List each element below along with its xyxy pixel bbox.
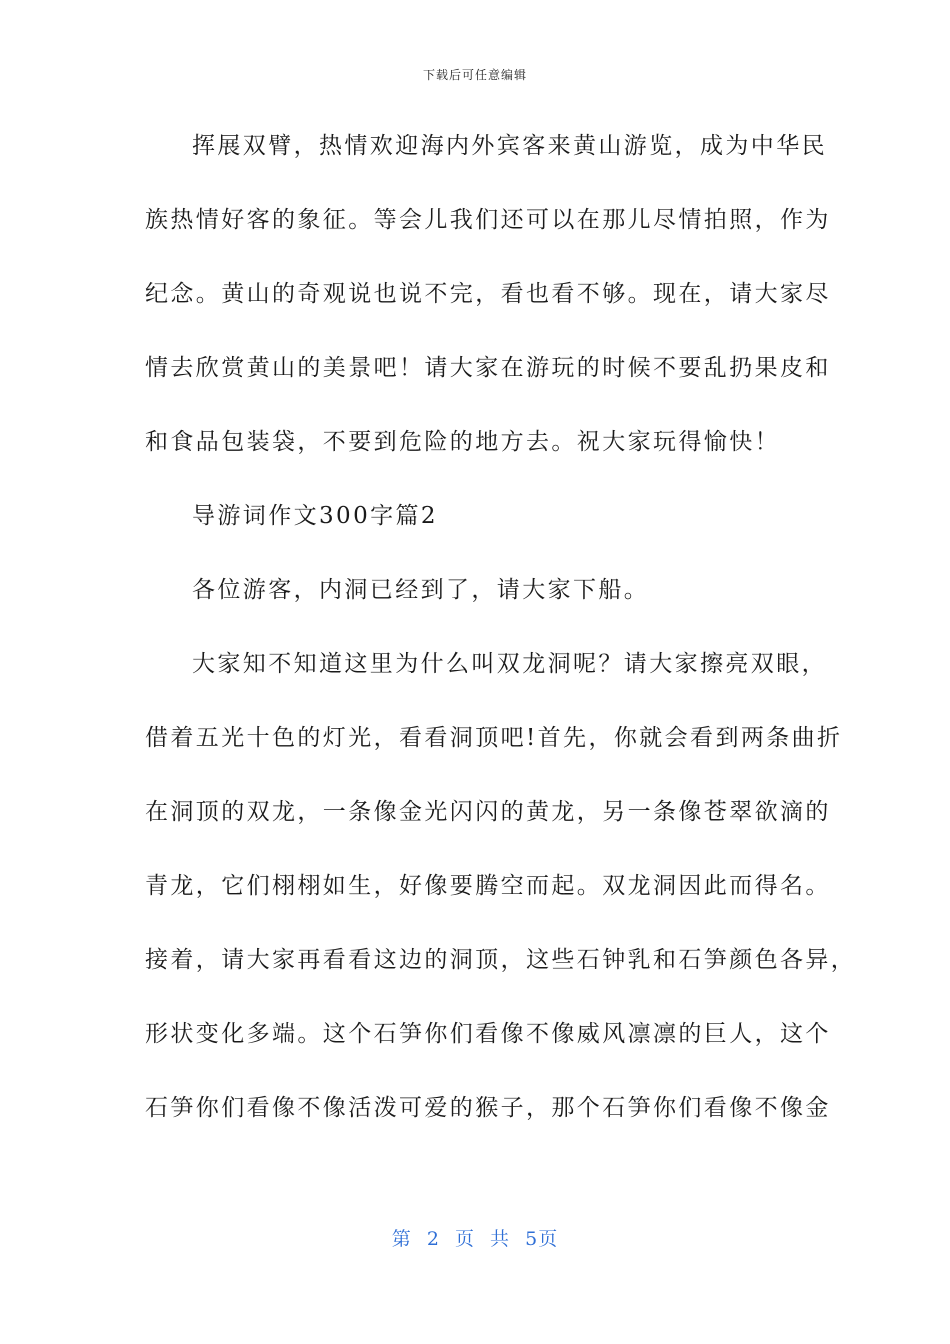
paragraph-line: 接着，请大家再看看这边的洞顶，这些石钟乳和石笋颜色各异， xyxy=(145,947,857,973)
paragraph-line: 石笋你们看像不像活泼可爱的猴子，那个石笋你们看像不像金 xyxy=(145,1095,831,1121)
paragraph-line: 大家知不知道这里为什么叫双龙洞呢？请大家擦亮双眼， xyxy=(192,651,827,677)
paragraph-line: 情去欣赏黄山的美景吧！请大家在游玩的时候不要乱扔果皮和 xyxy=(145,355,831,381)
page-total: 5页 xyxy=(525,1228,559,1250)
header-note: 下载后可任意编辑 xyxy=(422,68,527,82)
body-text xyxy=(145,120,857,1156)
paragraph-line: 青龙，它们栩栩如生，好像要腾空而起。双龙洞因此而得名。 xyxy=(145,873,831,899)
page-total-prefix: 共 xyxy=(490,1228,511,1250)
page-number-footer xyxy=(0,1224,950,1251)
page-current: 2 xyxy=(426,1228,440,1250)
page-prefix: 第 xyxy=(391,1228,412,1250)
paragraph-line: 形状变化多端。这个石笋你们看像不像威风凛凛的巨人，这个 xyxy=(145,1021,831,1047)
paragraph-line: 借着五光十色的灯光，看看洞顶吧!首先，你就会看到两条曲折 xyxy=(145,725,843,751)
paragraph-line: 族热情好客的象征。等会儿我们还可以在那儿尽情拍照，作为 xyxy=(145,207,831,233)
page-mid: 页 xyxy=(454,1228,475,1250)
paragraph-line: 和食品包装袋，不要到危险的地方去。祝大家玩得愉快！ xyxy=(145,429,780,455)
paragraph-line: 各位游客，内洞已经到了，请大家下船。 xyxy=(192,577,650,603)
paragraph-line: 纪念。黄山的奇观说也说不完，看也看不够。现在，请大家尽 xyxy=(145,281,831,307)
section-heading: 导游词作文300字篇2 xyxy=(192,503,438,529)
paragraph-line: 在洞顶的双龙，一条像金光闪闪的黄龙，另一条像苍翠欲滴的 xyxy=(145,799,831,825)
paragraph-line: 挥展双臂，热情欢迎海内外宾客来黄山游览，成为中华民 xyxy=(192,133,827,159)
